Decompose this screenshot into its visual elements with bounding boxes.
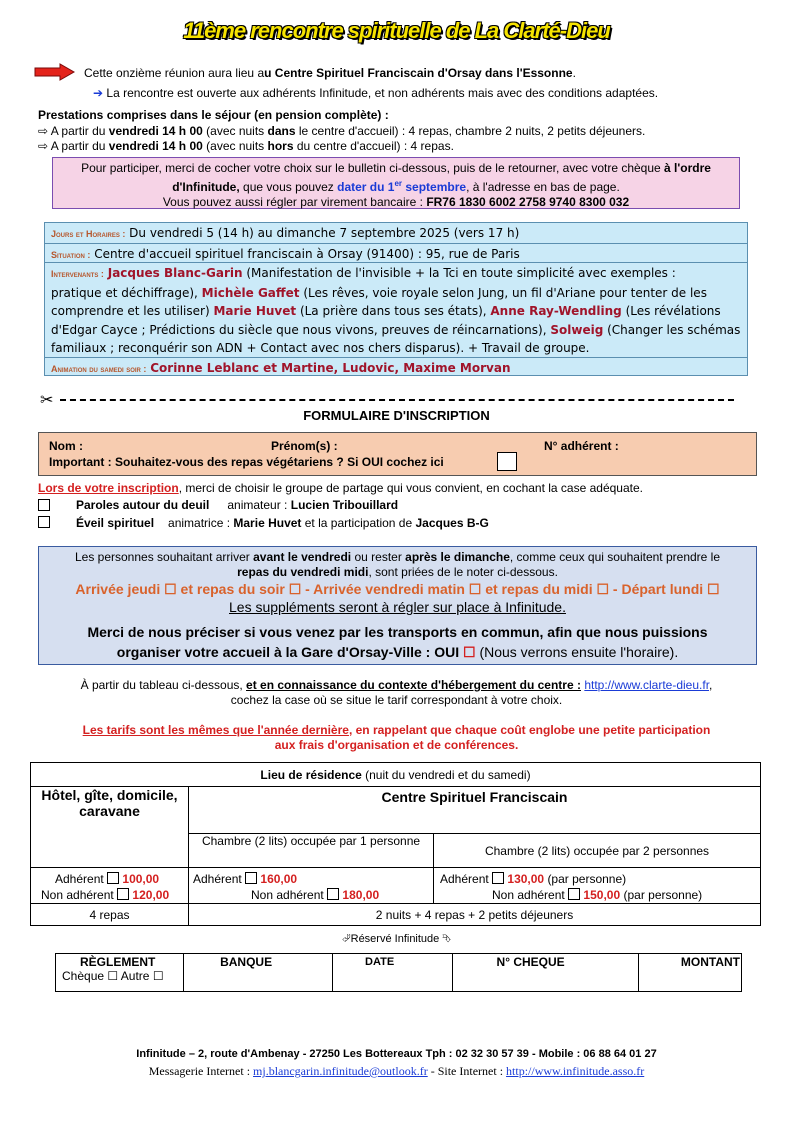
prestations-item-1: ⇨ A partir du vendredi 14 h 00 (avec nuits dans le centre d'accueil) : 4 repas, chambre 2 nuits, 2 petits déjeuners. — [38, 124, 646, 138]
info-dates: Jours et Horaires : Du vendredi 5 (14 h) au dimanche 7 septembre 2025 (vers 17 h) — [45, 223, 747, 244]
arrival-options[interactable]: Arrivée jeudi ☐ et repas du soir ☐ - Arrivée vendredi matin ☐ et repas du midi ☐ - Départ lundi ☐ — [75, 581, 720, 597]
col-chambre-2: Chambre (2 lits) occupée par 2 personnes — [434, 834, 761, 868]
page-title: 11ème rencontre spirituelle de La Clarté-Dieu — [183, 18, 610, 43]
info-speakers: Intervenants : Jacques Blanc-Garin (Manifestation de l'invisible + la Tci en toute simplicité avec exemples : pratique et déchiffrage), Michèle Gaffet (Les rêves, voie royale selon Jung, un fil d'Ariane pour tenter de les comprendre et les utiliser) Marie Huvet (La prière dans tous ses états), Anne Ray-Wendling (Les révélations d'Edgar Cayce ; Prédictions du siècle que nous vivons, preuves de réincarnations), Solweig (Changer les schémas familiaux ; reconquérir son ADN + Contact avec nos chers disparus). + Travail de groupe. — [45, 263, 747, 358]
extra-options-box: Les personnes souhaitant arriver avant le vendredi ou rester après le dimanche, comme ceux qui souhaitent prendre le repas du vendredi midi, sont priées de le noter ci-dessous. Arrivée jeudi ☐ et repas du soir ☐ - Arrivée vendredi matin ☐ et repas du midi ☐ - Départ lundi ☐ Les suppléments seront à régler sur place à Infinitude. Merci de nous préciser si vous venez par les transports en commun, afin que nous puissions organiser votre accueil à la Gare d'Orsay-Ville : OUI ☐ (Nous verrons ensuite l'horaire). — [38, 546, 757, 665]
vegetarian-checkbox[interactable] — [497, 452, 517, 471]
col-chambre-1: Chambre (2 lits) occupée par 1 personne — [189, 834, 434, 868]
cut-line — [60, 399, 734, 401]
tarifs-note: Les tarifs sont les mêmes que l'année dernière, en rappelant que chaque coût englobe une petite participation aux frais d'organisation et de conférences. — [82, 723, 711, 752]
form-title: FORMULAIRE D'INSCRIPTION — [303, 408, 490, 423]
site-link[interactable]: http://www.infinitude.asso.fr — [506, 1064, 645, 1078]
group-deuil-checkbox[interactable] — [38, 499, 50, 513]
repas-centre: 2 nuits + 4 repas + 2 petits déjeuners — [189, 904, 761, 926]
prestations-item-2: ⇨ A partir du vendredi 14 h 00 (avec nuits hors du centre d'accueil) : 4 repas. — [38, 139, 454, 153]
group-eveil: Éveil spirituel animatrice : Marie Huvet et la participation de Jacques B-G — [76, 516, 489, 530]
red-arrow-icon — [34, 63, 76, 81]
pricing-table — [30, 762, 761, 926]
adherent-label: N° adhérent : — [544, 439, 619, 453]
intro-line-1: Cette onzième réunion aura lieu au Centre Spirituel Franciscain d'Orsay dans l'Essonne. — [84, 66, 576, 80]
partage-intro: Lors de votre inscription, merci de choisir le groupe de partage qui vous convient, en cochant la case adéquate. — [38, 481, 643, 495]
table-header-residence: Lieu de résidence (nuit du vendredi et du samedi) — [31, 763, 761, 787]
info-location: Situation : Centre d'accueil spirituel franciscain à Orsay (91400) : 95, rue de Paris — [45, 244, 747, 263]
tarifs-intro: À partir du tableau ci-dessous, et en connaissance du contexte d'hébergement du centre : http://www.clarte-dieu.fr, cochez la case où se situe le tarif correspondant à votre choix. — [80, 678, 713, 707]
vegetarian-label: Important : Souhaitez-vous des repas végétariens ? Si OUI cochez ici — [49, 455, 444, 469]
clarte-dieu-link[interactable]: http://www.clarte-dieu.fr — [584, 678, 710, 692]
event-info-box — [44, 222, 748, 376]
payment-cheque[interactable]: N° CHEQUE — [452, 954, 638, 992]
payment-reglement[interactable]: RÈGLEMENT Chèque ☐ Autre ☐ — [56, 954, 184, 992]
price-single[interactable]: Adhérent 160,00 Non adhérent 180,00 — [189, 868, 434, 904]
arrow-right-icon: ➔ — [93, 86, 104, 100]
payment-banque[interactable]: BANQUE — [184, 954, 333, 992]
nom-label: Nom : — [49, 439, 83, 453]
payment-table — [55, 953, 742, 992]
group-eveil-checkbox[interactable] — [38, 516, 50, 530]
price-hotel[interactable]: Adhérent 100,00 Non adhérent 120,00 — [31, 868, 189, 904]
email-link[interactable]: mj.blancgarin.infinitude@outlook.fr — [253, 1064, 428, 1078]
prenom-label: Prénom(s) : — [271, 439, 338, 453]
price-double[interactable]: Adhérent 130,00 (par personne) Non adhérent 150,00 (par personne) — [434, 868, 761, 904]
transport-checkbox[interactable]: ☐ — [463, 644, 476, 660]
info-animation: Animation du samedi soir : Corinne Leblanc et Martine, Ludovic, Maxime Morvan — [51, 361, 511, 375]
participation-box: Pour participer, merci de cocher votre choix sur le bulletin ci-dessous, puis de le retourner, avec votre chèque à l'ordre d'Infinitude, que vous pouvez dater du 1er septembre, à l'adresse en bas de page. Vous pouvez aussi régler par virement bancaire : FR76 1830 6002 2758 9740 8300 032 — [52, 157, 740, 209]
group-deuil: Paroles autour du deuil animateur : Lucien Tribouillard — [76, 498, 399, 512]
arrow-curve-left-icon: ⮰ — [341, 933, 351, 945]
payment-date[interactable]: DATE — [333, 954, 453, 992]
arrow-curve-right-icon: ⮷ — [442, 933, 452, 945]
prestations-heading: Prestations comprises dans le séjour (en pension complète) : — [38, 108, 389, 122]
col-hotel: Hôtel, gîte, domicile, caravane — [31, 787, 189, 868]
footer-address: Infinitude – 2, route d'Ambenay - 27250 Les Bottereaux Tph : 02 32 30 57 39 - Mobile : 06 88 64 01 27 — [136, 1048, 657, 1060]
col-centre: Centre Spirituel Franciscain — [189, 787, 761, 834]
repas-hotel: 4 repas — [31, 904, 189, 926]
payment-montant[interactable]: MONTANT — [638, 954, 741, 992]
footer-contact: Messagerie Internet : mj.blancgarin.infinitude@outlook.fr - Site Internet : http://www.infinitude.asso.fr — [148, 1064, 645, 1078]
intro-line-2: ➔ La rencontre est ouverte aux adhérents Infinitude, et non adhérents mais avec des conditions adaptées. — [93, 86, 659, 100]
scissors-icon: ✂ — [40, 392, 54, 409]
identity-box — [38, 432, 757, 476]
reserve-label: ⮰Réservé Infinitude ⮷ — [341, 933, 452, 945]
